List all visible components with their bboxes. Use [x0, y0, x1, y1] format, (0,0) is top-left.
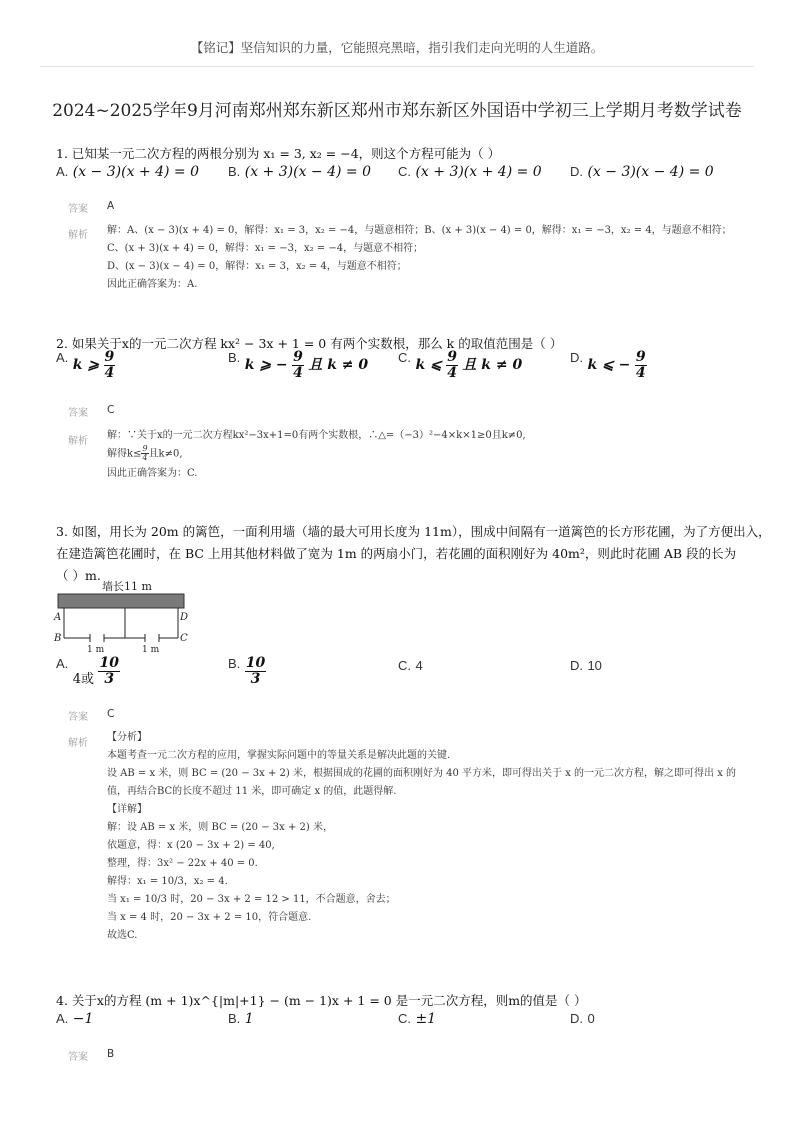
q2-solution-prefix: 解得k≤ [107, 448, 142, 460]
q2-option-c-post: 且 k ≠ 0 [462, 357, 523, 374]
q1-solution-line: D、(x − 3)(x − 4) = 0，解得：x₁ = 3，x₂ = 4，与题意不相符； [107, 261, 407, 272]
q2-solution-line [107, 445, 526, 465]
fraction-numerator: 9 [142, 444, 148, 453]
q4-option-c-text: ±1 [415, 1011, 437, 1027]
q3-solution-line: 当 x₁ = 10/3 时，20 − 3x + 2 = 12 > 11，不合题意，舍去； [107, 894, 396, 905]
q4-stem: 4. 关于x的方程 (m + 1)x^{|m|+1} − (m − 1)x + 1 = 0 是一元二次方程，则m的值是（ ） [56, 993, 587, 1008]
q4-option-c[interactable] [398, 1011, 436, 1027]
fraction-denominator: 3 [104, 670, 115, 687]
q1-option-c-letter: C. [398, 164, 411, 179]
figure-point-c: C [180, 633, 188, 644]
q1-option-b-letter: B. [228, 164, 241, 179]
header-divider [40, 66, 754, 67]
q3-option-b-letter: B. [228, 656, 241, 671]
q1-solution-line: 解：A、(x − 3)(x + 4) = 0，解得：x₁ = 3，x₂ = −4，与题意相符；B、(x + 3)(x − 4) = 0，解得：x₁ = −3，x₂ = 4，与题意不相符； [107, 225, 732, 236]
fraction-denominator: 3 [250, 670, 261, 687]
q3-solution-line: 本题考查一元二次方程的应用，掌握实际问题中的等量关系是解决此题的关键. [107, 750, 451, 761]
q3-option-c[interactable] [398, 658, 423, 674]
q3-fence-figure [50, 578, 200, 656]
q3-solution-line: 【详解】 [107, 804, 147, 815]
q2-answer-label: 答案 [68, 408, 88, 419]
q1-option-a-letter: A. [56, 164, 69, 179]
fraction-numerator: 9 [104, 349, 115, 365]
q3-answer: C [107, 708, 115, 720]
q2-stem: 2. 如果关于x的一元二次方程 kx² − 3x + 1 = 0 有两个实数根，那么 k 的取值范围是（ ） [56, 336, 563, 351]
q1-solution-line: 因此正确答案为：A. [107, 279, 198, 290]
q1-option-b-text: (x + 3)(x − 4) = 0 [244, 164, 372, 180]
q3-analysis-label: 解析 [68, 738, 88, 749]
q1-solution-line: C、(x + 3)(x + 4) = 0，解得：x₁ = −3，x₂ = −4，与题意不相符； [107, 243, 424, 254]
q3-option-d-text: 10 [587, 658, 602, 673]
q1-answer-label: 答案 [68, 204, 88, 215]
q2-option-b[interactable] [228, 350, 368, 380]
q3-solution-line: 整理，得：3x² − 22x + 40 = 0. [107, 858, 258, 869]
q4-option-a[interactable] [56, 1011, 93, 1027]
q3-stem-line-3: （ ）m. [56, 568, 101, 583]
q2-solution-line: 解：∵关于x的一元二次方程kx²−3x+1=0有两个实数根，∴△=（−3）²−4×k×1≥0且k≠0, [107, 430, 526, 441]
q3-solution-line: 依题意，得：x (20 − 3x + 2) = 40, [107, 840, 275, 851]
q1-solution [107, 222, 732, 294]
q4-option-b-text: 1 [244, 1011, 254, 1027]
q4-option-d-text: 0 [587, 1011, 595, 1026]
fraction-denominator: 4 [635, 364, 646, 381]
q1-option-c-text: (x + 3)(x + 4) = 0 [415, 164, 542, 180]
q3-solution-line: 解得：x₁ = 10/3，x₂ = 4. [107, 876, 228, 887]
q2-option-a-fraction [104, 350, 116, 380]
q2-option-d[interactable] [570, 350, 647, 380]
q1-option-d-text: (x − 3)(x − 4) = 0 [587, 164, 714, 180]
page-title: 2024~2025学年9月河南郑州郑东新区郑州市郑东新区外国语中学初三上学期月考数学试卷 [52, 101, 742, 121]
q1-answer: A [107, 200, 115, 212]
q2-option-a-pre: k ⩾ [72, 357, 100, 374]
fraction-numerator: 9 [447, 349, 457, 365]
q4-option-a-text: −1 [72, 1011, 94, 1027]
q3-option-c-letter: C. [398, 658, 411, 673]
q2-option-d-fraction [635, 350, 647, 380]
q3-answer-label: 答案 [68, 712, 88, 723]
q2-option-b-post: 且 k ≠ 0 [308, 357, 369, 374]
fraction-denominator: 4 [447, 364, 457, 381]
q2-option-a-letter: A. [56, 350, 69, 365]
q3-option-a-letter: A. [56, 656, 69, 671]
q3-option-a[interactable] [56, 656, 120, 687]
q2-option-c-letter: C. [398, 350, 411, 365]
q3-solution-line: 故选C. [107, 930, 138, 941]
figure-point-a: A [54, 612, 62, 623]
q4-option-c-letter: C. [398, 1011, 411, 1026]
q3-solution-line: 【分析】 [107, 732, 147, 743]
q2-option-d-letter: D. [570, 350, 583, 365]
fraction-denominator: 4 [293, 364, 303, 381]
q3-option-b-fraction [245, 656, 266, 686]
q2-option-c[interactable] [398, 350, 522, 380]
q3-solution-line: 当 x = 4 时，20 − 3x + 2 = 10，符合题意. [107, 912, 312, 923]
figure-point-b: B [54, 633, 62, 644]
q4-option-a-letter: A. [56, 1011, 69, 1026]
fraction-numerator: 9 [635, 349, 646, 365]
q3-solution-line: 解：设 AB = x 米，则 BC = (20 − 3x + 2) 米， [107, 822, 333, 833]
q2-option-a[interactable] [56, 350, 115, 380]
q1-option-c[interactable] [398, 164, 542, 180]
q2-option-b-fraction [292, 350, 304, 380]
q2-solution-line: 因此正确答案为：C. [107, 468, 198, 479]
figure-door-width-1: 1 m [87, 645, 105, 655]
q2-option-d-pre: k ⩽ − [587, 357, 631, 374]
fraction-denominator: 4 [104, 364, 115, 381]
q3-stem-line-1: 3. 如图，用长为 20m 的篱笆，一面利用墙（墙的最大可用长度为 11m），围成中间隔有一道篱笆的长方形花圃，为了方便出入， [56, 524, 771, 539]
q4-option-d[interactable] [570, 1011, 595, 1027]
q2-solution [107, 427, 526, 483]
figure-point-d: D [180, 612, 189, 623]
q1-stem: 1. 已知某一元二次方程的两根分别为 x₁ = 3, x₂ = −4，则这个方程可能为（ ） [56, 146, 501, 161]
fraction-denominator: 4 [142, 453, 148, 463]
figure-door-width-2: 1 m [142, 645, 160, 655]
header-motto: 【铭记】坚信知识的力量，它能照亮黑暗，指引我们走向光明的人生道路。 [190, 40, 604, 55]
q2-answer: C [107, 404, 115, 416]
q4-answer-label: 答案 [68, 1052, 88, 1063]
fraction-numerator: 10 [99, 655, 119, 671]
q3-option-a-fraction [98, 656, 119, 686]
figure-wall [58, 594, 184, 608]
q3-option-d-letter: D. [570, 658, 583, 673]
q3-solution [107, 729, 736, 945]
q2-option-b-letter: B. [228, 350, 241, 365]
q2-analysis-label: 解析 [68, 436, 88, 447]
q1-option-a[interactable] [56, 164, 199, 180]
figure-wall-label: 墙长11 m [102, 580, 152, 593]
q4-option-b[interactable] [228, 1011, 254, 1027]
q3-option-a-pre: 4或 [72, 672, 95, 688]
q2-option-c-fraction [446, 350, 458, 380]
q3-solution-line: 值，再结合BC的长度不超过 11 米，即可确定 x 的值，此题得解. [107, 786, 397, 797]
q2-solution-suffix: 且k≠0, [148, 448, 183, 460]
q4-option-b-letter: B. [228, 1011, 241, 1026]
q1-option-d[interactable] [570, 164, 714, 180]
q3-option-c-text: 4 [415, 658, 423, 673]
q4-option-d-letter: D. [570, 1011, 583, 1026]
q2-option-c-pre: k ⩽ [415, 357, 442, 374]
q2-solution-fraction [141, 445, 148, 463]
q1-option-b[interactable] [228, 164, 371, 180]
q3-option-d[interactable] [570, 658, 602, 674]
q2-option-b-pre: k ⩾ − [244, 357, 288, 374]
q3-stem-line-2: 在建造篱笆花圃时，在 BC 上用其他材料做了宽为 1m 的两扇小门，若花圃的面积刚好为 40m²，则此时花圃 AB 段的长为 [56, 546, 737, 561]
q4-answer: B [107, 1048, 115, 1060]
q3-solution-line: 设 AB = x 米，则 BC = (20 − 3x + 2) 米，根据围成的花圃的面积刚好为 40 平方米，即可得出关于 x 的一元二次方程，解之即可得出 x 的 [107, 768, 737, 779]
q1-analysis-label: 解析 [68, 230, 88, 241]
fraction-numerator: 9 [293, 349, 303, 365]
q1-option-d-letter: D. [570, 164, 583, 179]
q3-option-b[interactable] [228, 656, 266, 686]
fraction-numerator: 10 [245, 655, 266, 671]
q1-option-a-text: (x − 3)(x + 4) = 0 [72, 164, 200, 180]
